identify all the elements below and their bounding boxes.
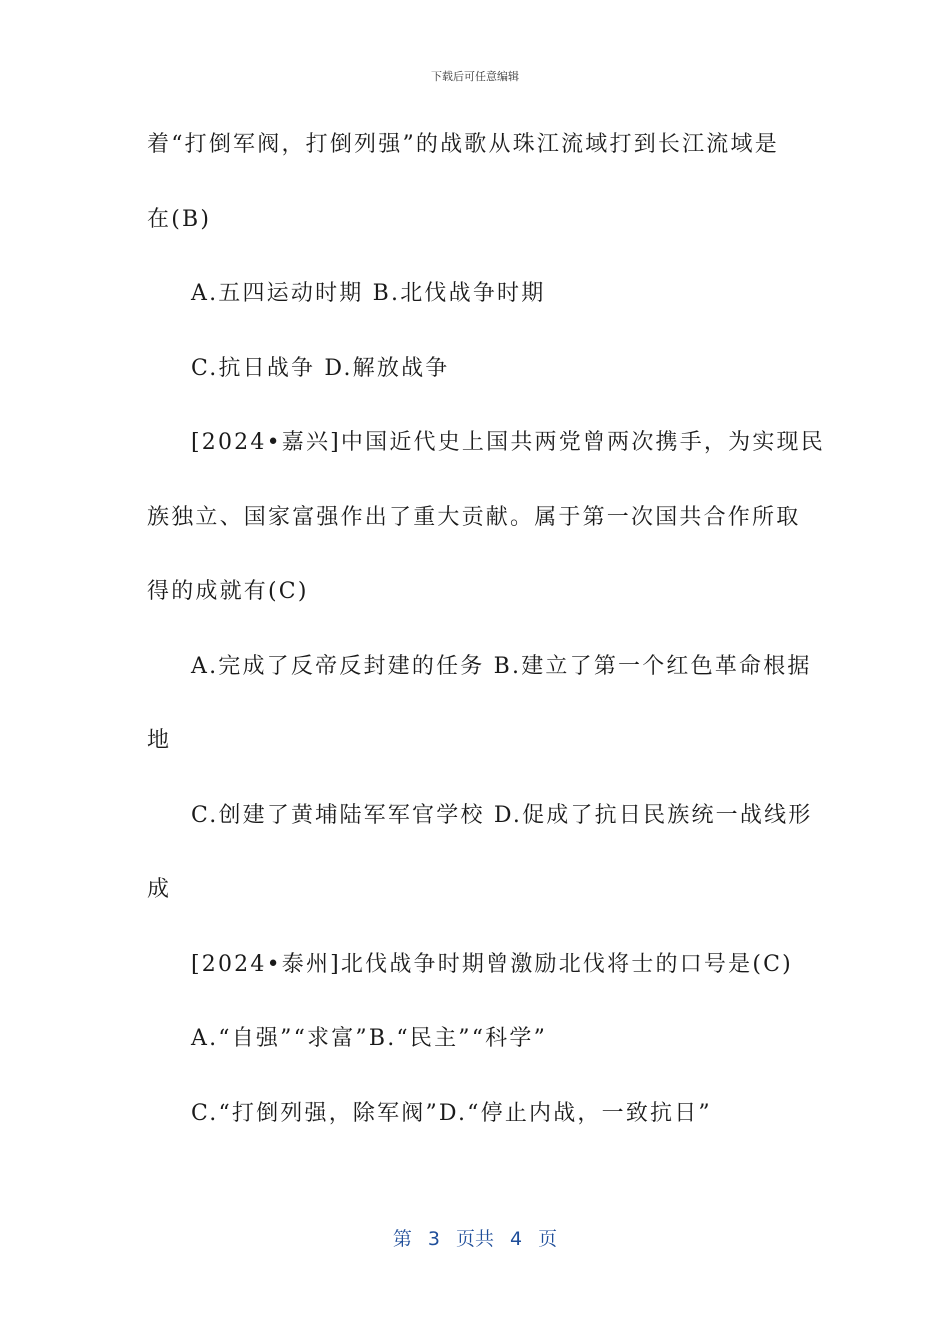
text-line: 地 (147, 728, 172, 753)
answer-options: C.创建了黄埔陆军军官学校 D.促成了抗日民族统一战线形 (191, 802, 813, 828)
document-body (147, 122, 825, 1165)
answer-options: A.“自强”“求富”B.“民主”“科学” (191, 1026, 548, 1051)
question-text: [2024•嘉兴]中国近代史上国共两党曾两次携手，为实现民 (191, 430, 825, 455)
answer-options: C.抗日战争 D.解放战争 (191, 355, 450, 381)
page-number-footer: 第 3 页共 4 页 (392, 1228, 558, 1250)
text-line: 得的成就有(C) (147, 579, 309, 604)
header-note: 下载后可任意编辑 (431, 70, 519, 83)
answer-options: C.“打倒列强，除军阀”D.“停止内战，一致抗日” (191, 1100, 712, 1126)
text-line: 成 (147, 877, 172, 902)
text-line: 族独立、国家富强作出了重大贡献。属于第一次国共合作所取 (147, 504, 801, 530)
text-line: 在(B) (147, 206, 212, 232)
answer-options: A.五四运动时期 B.北伐战争时期 (191, 281, 546, 306)
question-text: [2024•泰州]北伐战争时期曾激励北伐将士的口号是(C) (191, 951, 793, 977)
text-line: 着“打倒军阀，打倒列强”的战歌从珠江流域打到长江流域是 (147, 132, 779, 157)
answer-options: A.完成了反帝反封建的任务 B.建立了第一个红色革命根据 (191, 653, 812, 679)
